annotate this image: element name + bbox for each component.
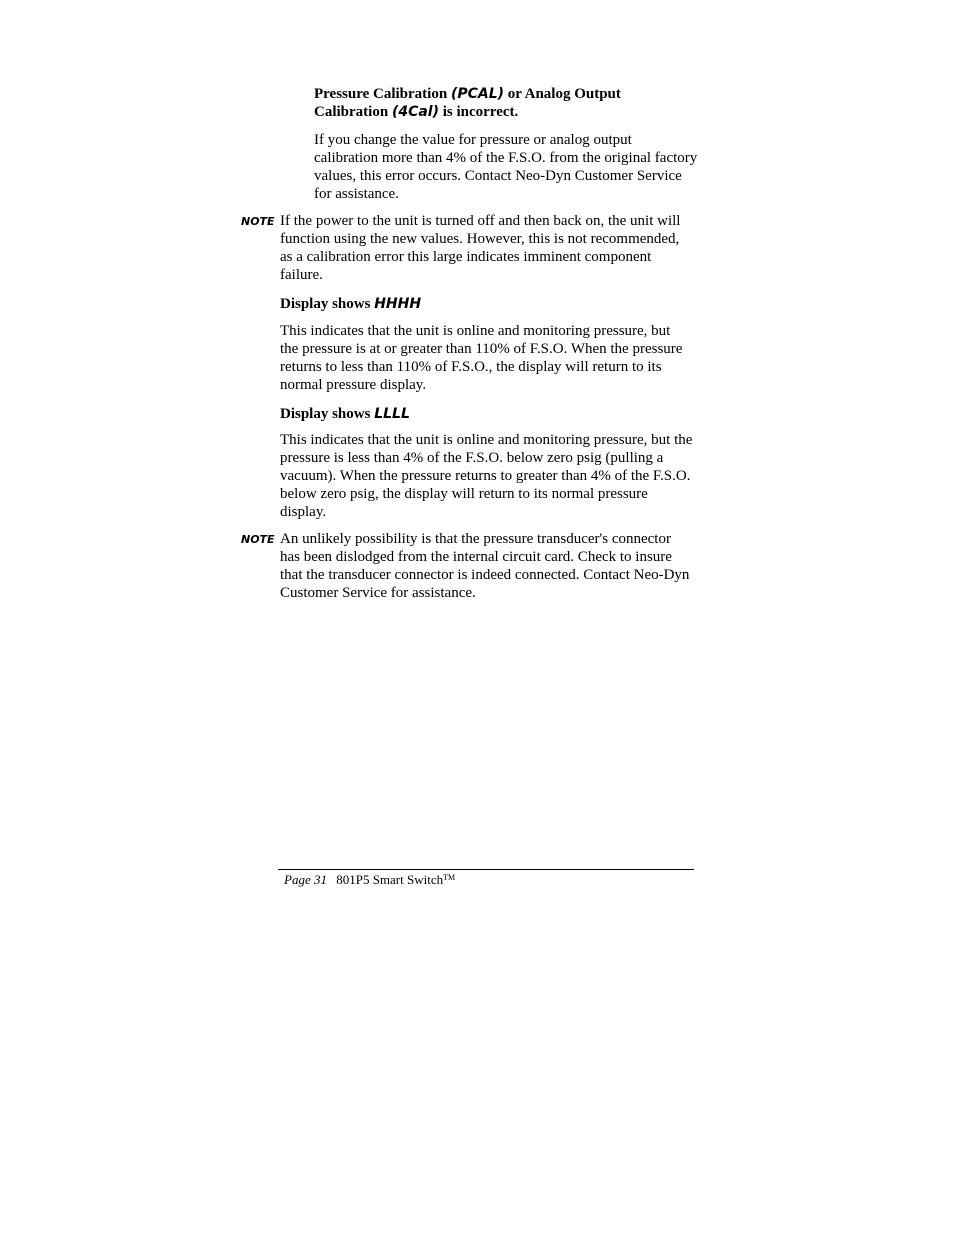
page-footer bbox=[284, 872, 455, 888]
hhhh-code: HHHH bbox=[374, 296, 422, 312]
page-number: Page 31 bbox=[284, 872, 327, 887]
llll-code: LLLL bbox=[374, 406, 410, 422]
calibration-error-body: If you change the value for pressure or analog output calibration more than 4% of the F.S.O. from the original factory values, this error occurs. Contact Neo-Dyn Customer Service for assistance. bbox=[314, 132, 698, 202]
display-hhhh-heading: Display shows HHHH bbox=[280, 296, 422, 312]
display-llll-body: This indicates that the unit is online and monitoring pressure, but the pressure is less than 4% of the F.S.O. below zero psig (pulling a vacuum). When the pressure returns to greater than 4% of the F.S.O. below zero psig, the display will return to its normal pressure display. bbox=[280, 432, 693, 520]
display-hhhh-body: This indicates that the unit is online and monitoring pressure, but the pressure is at or greater than 110% of F.S.O. When the pressure returns to less than 110% of F.S.O., the display will return to its normal pressure display. bbox=[280, 323, 683, 393]
note-label: NOTE bbox=[241, 215, 275, 228]
trademark-symbol: TM bbox=[443, 873, 456, 882]
pcal-code: (PCAL) bbox=[450, 86, 505, 102]
4cal-code: (4Cal) bbox=[391, 104, 439, 120]
calibration-error-heading: Pressure Calibration (PCAL) or Analog Output Calibration (4Cal) is incorrect. bbox=[314, 86, 621, 120]
display-llll-heading: Display shows LLLL bbox=[280, 406, 410, 422]
note-text: An unlikely possibility is that the pressure transducer's connector has been dislodged from the internal circuit card. Check to insure that the transducer connector is indeed connected. Contact Neo-Dyn Customer Service for assistance. bbox=[280, 531, 690, 601]
note-text: If the power to the unit is turned off and then back on, the unit will function using the new values. However, this is not recommended, as a calibration error this large indicates imminent component failure. bbox=[280, 213, 681, 283]
product-name: 801P5 Smart Switch bbox=[336, 872, 444, 887]
footer-rule bbox=[278, 869, 694, 870]
note-label: NOTE bbox=[241, 533, 275, 546]
